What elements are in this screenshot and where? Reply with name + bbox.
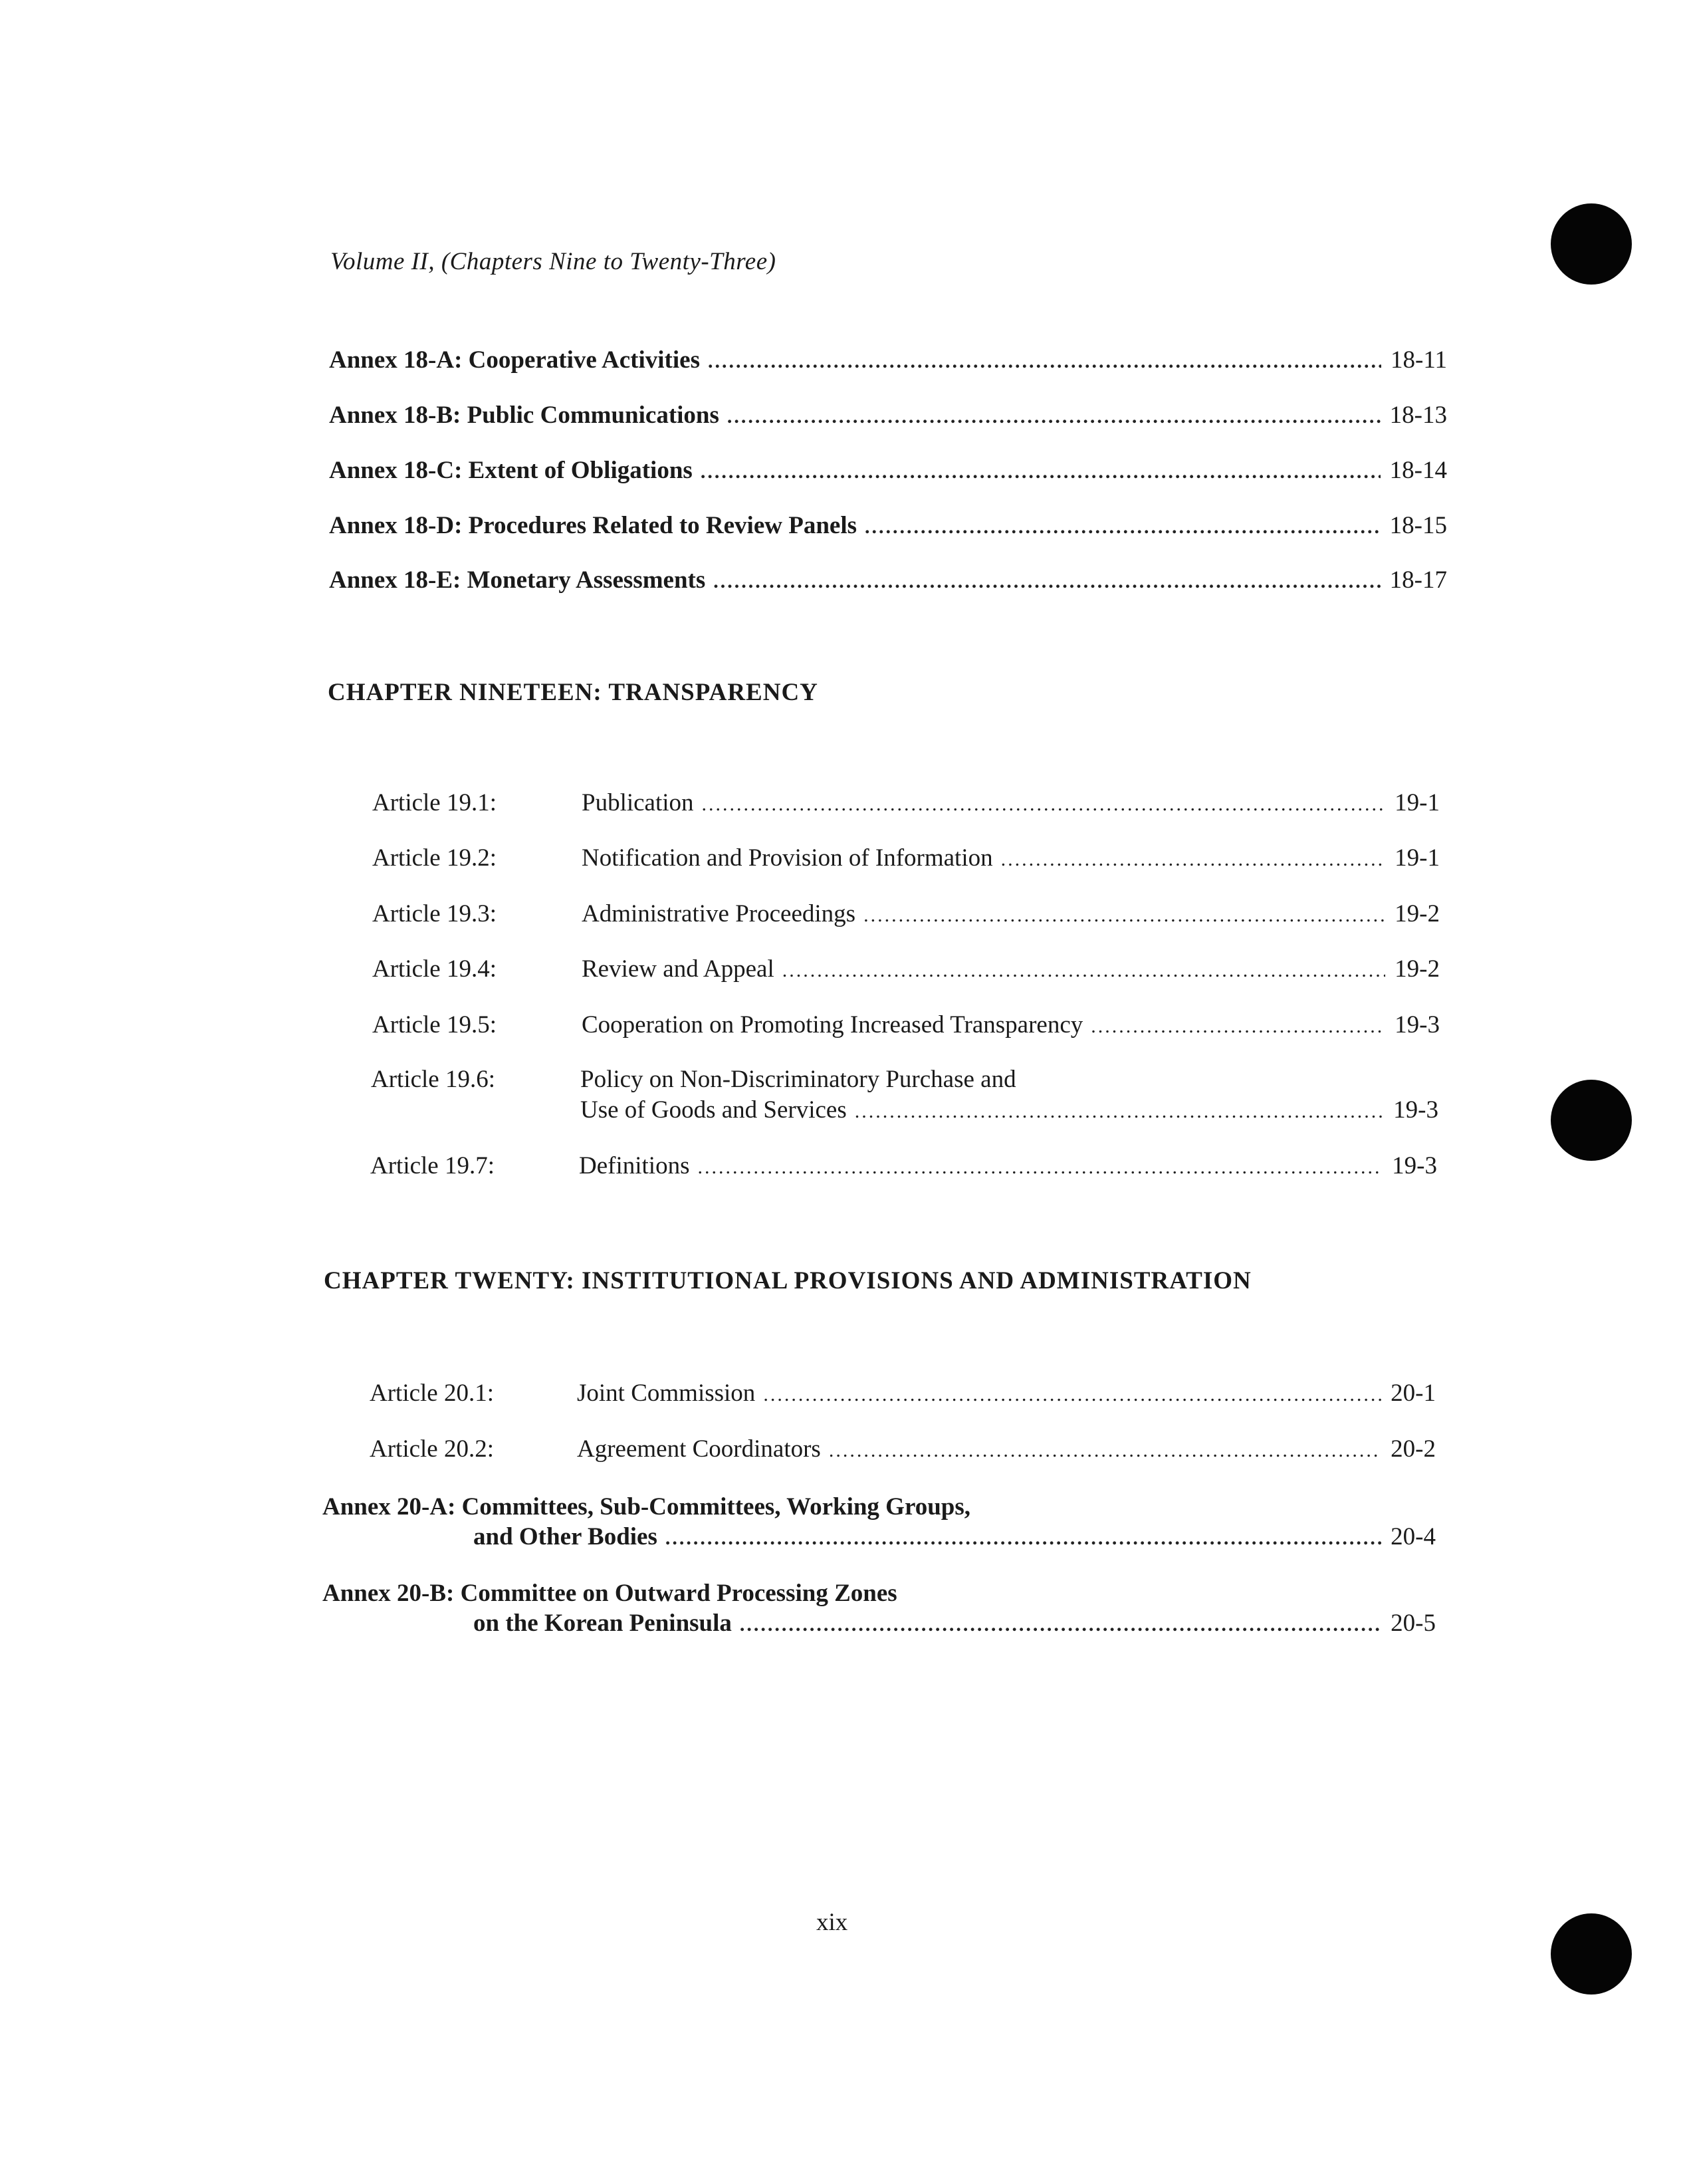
entry-page: 18-14	[1389, 457, 1447, 484]
toc-entry-article-19-6[interactable]	[580, 1096, 1438, 1124]
article-number: Article 19.3:	[372, 900, 497, 927]
toc-entry-annex-18e[interactable]	[329, 566, 1447, 594]
entry-label: on the Korean Peninsula	[473, 1610, 732, 1637]
binder-hole-top	[1551, 203, 1632, 285]
entry-page: 18-17	[1389, 566, 1447, 594]
entry-label: Annex 18-D: Procedures Related to Review Panels	[329, 512, 857, 539]
entry-title-line1: Policy on Non-Discriminatory Purchase and	[580, 1066, 1016, 1093]
toc-entry-annex-20a[interactable]	[473, 1522, 1436, 1551]
toc-entry-article-19-4[interactable]	[582, 955, 1440, 983]
entry-page: 19-3	[1395, 1011, 1440, 1038]
article-number: Article 19.5:	[372, 1011, 497, 1038]
entry-page: 19-1	[1395, 844, 1440, 872]
toc-entry-article-19-3[interactable]	[582, 900, 1440, 928]
toc-entry-annex-18c[interactable]	[329, 456, 1447, 485]
toc-entry-article-19-7[interactable]	[579, 1152, 1437, 1180]
dot-leader	[702, 793, 1386, 816]
binder-hole-bottom	[1551, 1913, 1632, 1995]
entry-title: Notification and Provision of Information	[582, 844, 993, 872]
entry-title: Publication	[582, 789, 694, 816]
entry-page: 18-15	[1389, 512, 1447, 539]
entry-label: Annex 18-B: Public Communications	[329, 402, 719, 429]
entry-title: Joint Commission	[577, 1380, 756, 1407]
dot-leader	[701, 461, 1381, 483]
entry-title: Review and Appeal	[582, 955, 774, 983]
toc-entry-article-19-1[interactable]	[582, 789, 1440, 817]
entry-title: Administrative Proceedings	[582, 900, 856, 927]
article-number: Article 20.2:	[370, 1435, 495, 1463]
entry-title: Cooperation on Promoting Increased Transparency	[582, 1011, 1083, 1038]
toc-entry-annex-20b[interactable]	[473, 1609, 1436, 1638]
toc-entry-article-19-2[interactable]	[582, 844, 1440, 872]
article-number: Article 19.4:	[372, 955, 497, 983]
entry-page: 20-1	[1391, 1380, 1436, 1407]
toc-entry-annex-18d[interactable]	[329, 511, 1447, 540]
dot-leader	[1091, 1015, 1385, 1038]
entry-page: 20-4	[1391, 1523, 1436, 1550]
binder-hole-middle	[1551, 1080, 1632, 1161]
entry-title: Definitions	[579, 1152, 690, 1179]
entry-page: 19-2	[1395, 900, 1440, 927]
dot-leader	[708, 350, 1381, 373]
dot-leader	[782, 959, 1385, 982]
dot-leader	[763, 1384, 1381, 1406]
article-number: Article 19.1:	[372, 789, 497, 816]
dot-leader	[865, 516, 1381, 539]
article-number: Article 19.6:	[371, 1066, 496, 1093]
entry-page: 19-2	[1395, 955, 1440, 983]
toc-entry-article-19-5[interactable]	[582, 1011, 1440, 1039]
entry-page: 18-11	[1391, 346, 1447, 374]
entry-title: Agreement Coordinators	[577, 1435, 821, 1463]
chapter-19-heading: CHAPTER NINETEEN: TRANSPARENCY	[328, 679, 818, 706]
toc-entry-article-20-1[interactable]	[577, 1379, 1436, 1407]
article-number: Article 20.1:	[370, 1380, 495, 1407]
entry-label: Annex 18-E: Monetary Assessments	[329, 566, 706, 594]
entry-page: 19-3	[1393, 1096, 1438, 1124]
dot-leader	[1001, 848, 1386, 871]
chapter-20-heading: CHAPTER TWENTY: INSTITUTIONAL PROVISIONS AND ADMINISTRATION	[324, 1267, 1252, 1294]
entry-title: Use of Goods and Services	[580, 1096, 847, 1124]
dot-leader	[855, 1100, 1384, 1123]
dot-leader	[863, 904, 1385, 927]
dot-leader	[727, 406, 1381, 428]
dot-leader	[697, 1156, 1383, 1179]
article-number: Article 19.7:	[370, 1152, 495, 1179]
entry-label: and Other Bodies	[473, 1523, 657, 1550]
entry-page: 20-2	[1391, 1435, 1436, 1463]
annex-20a-line1: Annex 20-A: Committees, Sub-Committees, Working Groups,	[322, 1493, 971, 1520]
toc-entry-annex-18a[interactable]	[329, 346, 1447, 374]
entry-page: 19-3	[1392, 1152, 1437, 1179]
volume-heading: Volume II, (Chapters Nine to Twenty-Three)	[330, 248, 776, 275]
dot-leader	[740, 1614, 1381, 1636]
page-number: xix	[816, 1909, 848, 1936]
entry-page: 19-1	[1395, 789, 1440, 816]
article-number: Article 19.2:	[372, 844, 497, 872]
entry-page: 18-13	[1389, 402, 1447, 429]
entry-label: Annex 18-C: Extent of Obligations	[329, 457, 693, 484]
dot-leader	[829, 1439, 1381, 1462]
entry-label: Annex 18-A: Cooperative Activities	[329, 346, 700, 374]
toc-entry-annex-18b[interactable]	[329, 401, 1447, 429]
toc-entry-article-20-2[interactable]	[577, 1435, 1436, 1463]
dot-leader	[665, 1527, 1381, 1550]
annex-20b-line1: Annex 20-B: Committee on Outward Processing Zones	[322, 1580, 897, 1607]
entry-page: 20-5	[1391, 1610, 1436, 1637]
dot-leader	[713, 570, 1380, 593]
